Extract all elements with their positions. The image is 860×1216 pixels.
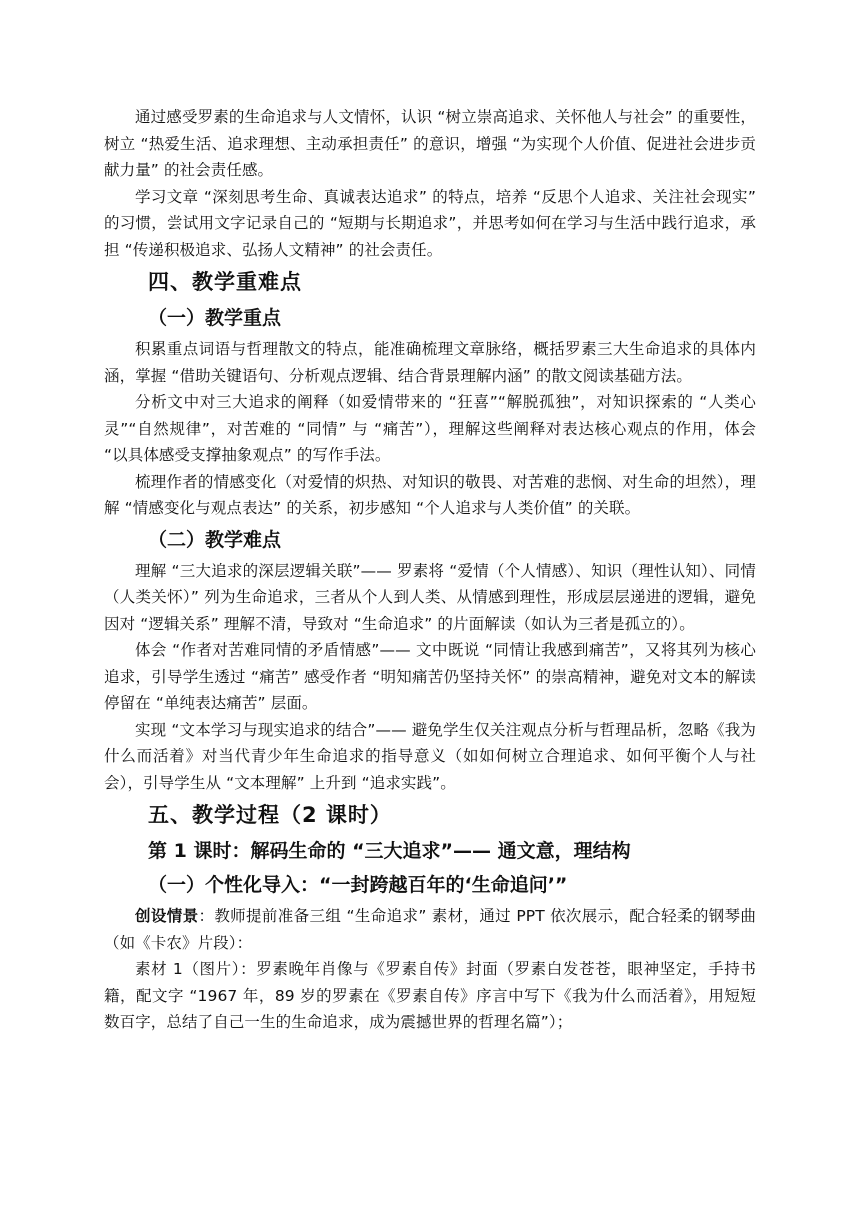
paragraph-difficulty-2: 体会 “作者对苦难同情的矛盾情感”—— 文中既说 “同情让我感到痛苦”，又将其列为核心追求，引导学生透过 “痛苦” 感受作者 “明知痛苦仍坚持关怀” 的崇高精神，避免对文本的解读停留在 “单纯表达痛苦” 层面。 xyxy=(104,641,756,712)
section-4-heading: 四、教学重难点 xyxy=(148,270,302,294)
paragraph-scenario xyxy=(104,903,756,956)
section-5-heading: 五、教学过程（2 课时） xyxy=(148,803,392,827)
scenario-text: ：教师提前准备三组 “生命追求” 素材，通过 PPT 依次展示，配合轻柔的钢琴曲（如《卡农》片段）： xyxy=(104,907,756,952)
section-4-sub1-heading: （一）教学重点 xyxy=(148,307,282,329)
lesson-1-heading: 第 1 课时：解码生命的 “三大追求”—— 通文意，理结构 xyxy=(148,840,631,862)
section-4-sub2-heading: （二）教学难点 xyxy=(148,528,282,551)
paragraph-difficulty-1: 理解 “三大追求的深层逻辑关联”—— 罗素将 “爱情（个人情感）、知识（理性认知）、同情（人类关怀）” 列为生命追求，三者从个人到人类、从情感到理性，形成层层递进的逻辑，避免因对 “逻辑关系” 理解不清，导致对 “生命追求” 的片面解读（如认为三者是孤立的）。 xyxy=(104,561,756,633)
paragraph-key-point-1: 积累重点词语与哲理散文的特点，能准确梳理文章脉络，概括罗素三大生命追求的具体内涵，掌握 “借助关键语句、分析观点逻辑、结合背景理解内涵” 的散文阅读基础方法。 xyxy=(104,340,756,385)
paragraph-intro-1: 通过感受罗素的生命追求与人文情怀，认识 “树立崇高追求、关怀他人与社会” 的重要性，树立 “热爱生活、追求理想、主动承担责任” 的意识，增强 “为实现个人价值、促进社会进步贡献力量” 的社会责任感。 xyxy=(104,108,756,179)
lesson-1-sub1-heading: （一）个性化导入：“一封跨越百年的‘生命追问’” xyxy=(148,874,568,896)
paragraph-difficulty-3: 实现 “文本学习与现实追求的结合”—— 避免学生仅关注观点分析与哲理品析，忽略《我为什么而活着》对当代青少年生命追求的指导意义（如如何树立合理追求、如何平衡个人与社会），引导学生从 “文本理解” 上升到 “追求实践”。 xyxy=(104,720,756,792)
paragraph-material-1: 素材 1（图片）：罗素晚年肖像与《罗素自传》封面（罗素白发苍苍，眼神坚定，手持书籍，配文字 “1967 年，89 岁的罗素在《罗素自传》序言中写下《我为什么而活着》，用短短数百字，总结了自己一生的生命追求，成为震撼世界的哲理名篇”）； xyxy=(104,960,756,1031)
document-body xyxy=(104,104,756,1036)
scenario-label: 创设情景 xyxy=(135,907,199,925)
paragraph-key-point-2: 分析文中对三大追求的阐释（如爱情带来的 “狂喜”“解脱孤独”，对知识探索的 “人类心灵”“自然规律”，对苦难的 “同情” 与 “痛苦”），理解这些阐释对表达核心观点的作用，体会 “以具体感受支撑抽象观点” 的写作手法。 xyxy=(104,393,756,464)
paragraph-key-point-3: 梳理作者的情感变化（对爱情的炽热、对知识的敬畏、对苦难的悲悯、对生命的坦然），理解 “情感变化与观点表达” 的关系，初步感知 “个人追求与人类价值” 的关联。 xyxy=(104,472,756,517)
paragraph-intro-2: 学习文章 “深刻思考生命、真诚表达追求” 的特点，培养 “反思个人追求、关注社会现实” 的习惯，尝试用文字记录自己的 “短期与长期追求”，并思考如何在学习与生活中践行追求，承担 “传递积极追求、弘扬人文精神” 的社会责任。 xyxy=(104,187,756,259)
